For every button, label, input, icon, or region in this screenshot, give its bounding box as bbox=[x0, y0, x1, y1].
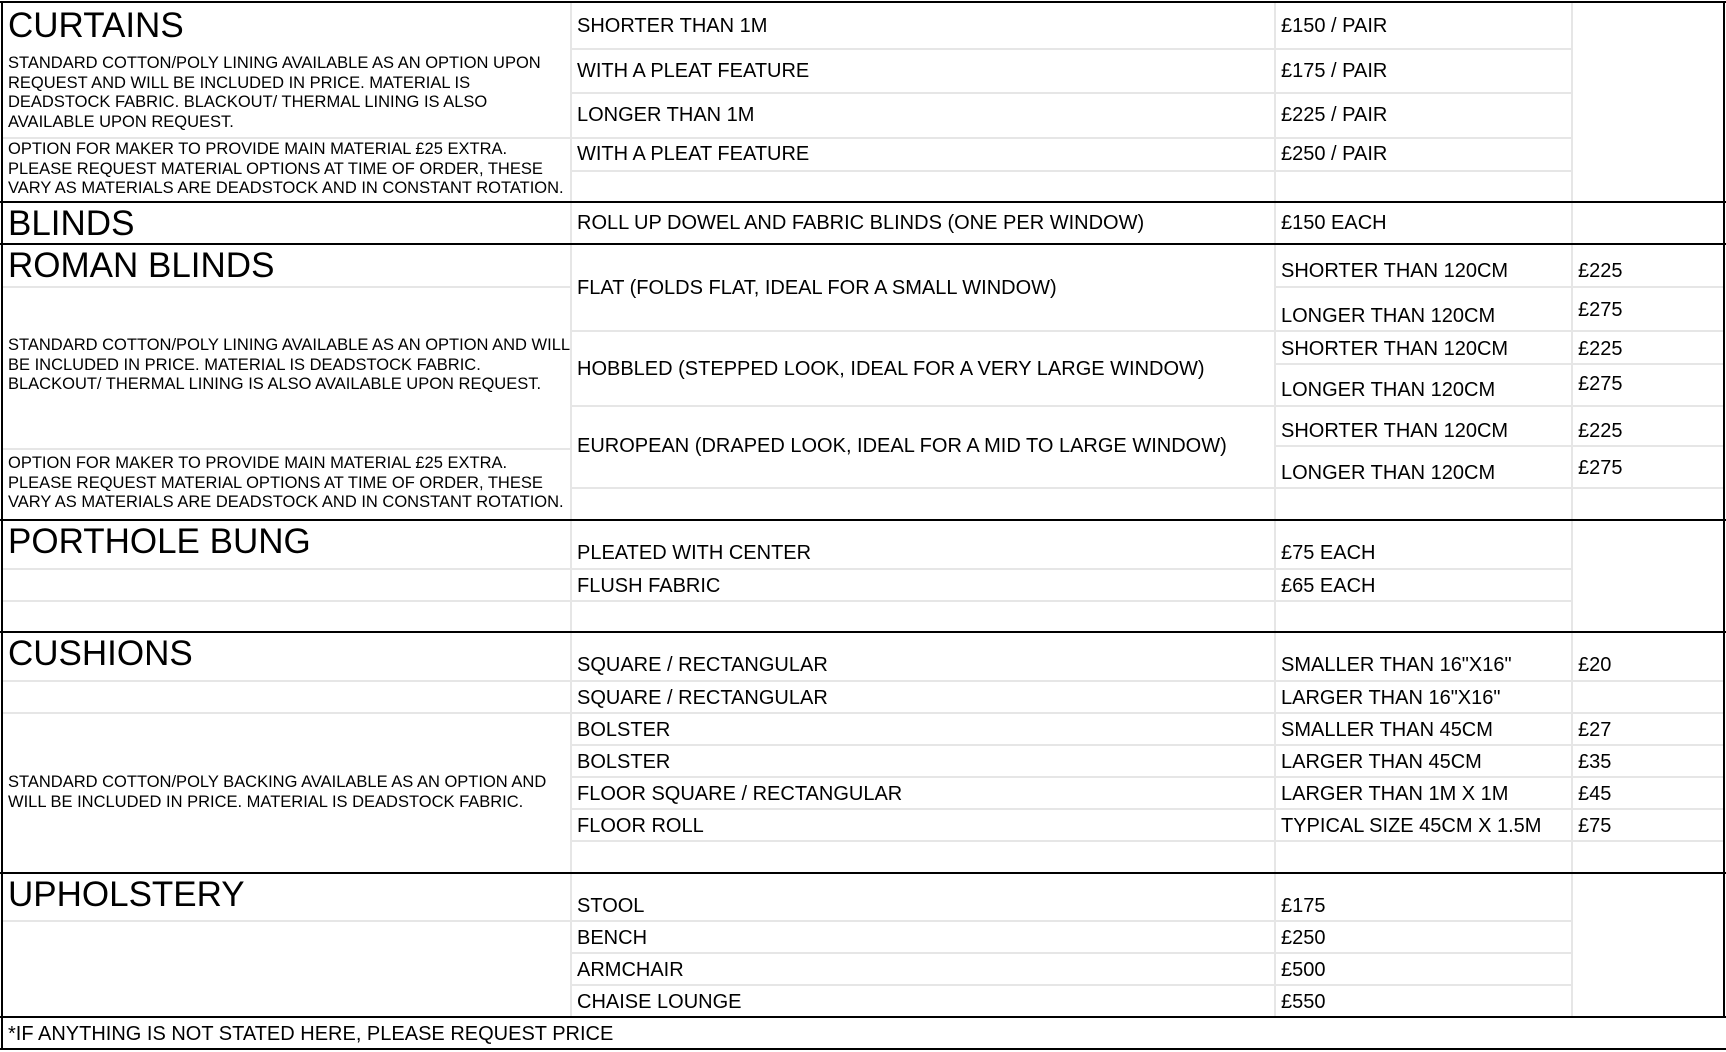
section-border bbox=[1723, 1, 1725, 1018]
roman-price: £225 bbox=[1578, 260, 1623, 282]
curtains-item-desc: WITH A PLEAT FEATURE bbox=[577, 143, 810, 165]
curtains-item-desc: WITH A PLEAT FEATURE bbox=[577, 60, 810, 82]
roman-price: £225 bbox=[1578, 420, 1623, 442]
blinds-item-price: £150 EACH bbox=[1281, 212, 1387, 234]
grid-col-line bbox=[1571, 2, 1573, 1017]
roman-price: £225 bbox=[1578, 338, 1623, 360]
curtains-material-note: OPTION FOR MAKER TO PROVIDE MAIN MATERIAL £25 EXTRA. PLEASE REQUEST MATERIAL OPTIONS AT TIME OF ORDER, THESE VARY AS MATERIALS ARE DEADSTOCK AND IN CONSTANT ROTATION. bbox=[8, 140, 564, 197]
blinds-item-desc: ROLL UP DOWEL AND FABRIC BLINDS (ONE PER WINDOW) bbox=[577, 212, 1145, 234]
curtains-item-price: £175 / PAIR bbox=[1281, 60, 1388, 82]
grid-row-line bbox=[2, 600, 1573, 602]
cushion-item-price: £75 bbox=[1578, 815, 1612, 837]
grid-row-line bbox=[570, 776, 1724, 778]
section-border bbox=[0, 1016, 1726, 1018]
footer-note: *IF ANYTHING IS NOT STATED HERE, PLEASE REQUEST PRICE bbox=[8, 1023, 614, 1045]
grid-row-line bbox=[2, 568, 1573, 570]
section-title-roman-blinds: ROMAN BLINDS bbox=[8, 246, 275, 285]
section-border bbox=[0, 1048, 1726, 1050]
roman-size: SHORTER THAN 120CM bbox=[1281, 420, 1509, 442]
section-border bbox=[0, 1, 1726, 3]
roman-price: £275 bbox=[1578, 299, 1623, 321]
upholstery-item-desc: ARMCHAIR bbox=[577, 959, 684, 981]
cushion-item-size: LARGER THAN 16"X16" bbox=[1281, 687, 1501, 709]
upholstery-item-desc: CHAISE LOUNGE bbox=[577, 991, 742, 1013]
porthole-item-price: £75 EACH bbox=[1281, 542, 1376, 564]
porthole-item-desc: FLUSH FABRIC bbox=[577, 575, 721, 597]
grid-row-line bbox=[2, 920, 1573, 922]
roman-size: LONGER THAN 120CM bbox=[1281, 379, 1496, 401]
upholstery-item-price: £175 bbox=[1281, 895, 1326, 917]
cushion-item-price: £20 bbox=[1578, 654, 1612, 676]
grid-row-line bbox=[570, 170, 1573, 172]
section-border bbox=[0, 243, 1726, 245]
section-border bbox=[0, 631, 1726, 633]
roman-price: £275 bbox=[1578, 457, 1623, 479]
roman-size: SHORTER THAN 120CM bbox=[1281, 338, 1509, 360]
grid-row-line bbox=[2, 286, 570, 288]
grid-row-line bbox=[570, 808, 1724, 810]
cushions-backing-note: STANDARD COTTON/POLY BACKING AVAILABLE AS AN OPTION AND WILL BE INCLUDED IN PRICE. MATERIAL IS DEADSTOCK FABRIC. bbox=[8, 773, 547, 811]
cushion-item-size: LARGER THAN 1M X 1M bbox=[1281, 783, 1509, 805]
roman-type-desc: EUROPEAN (DRAPED LOOK, IDEAL FOR A MID TO LARGE WINDOW) bbox=[577, 435, 1227, 457]
section-border bbox=[0, 872, 1726, 874]
grid-col-line bbox=[1274, 2, 1276, 1017]
curtains-item-price: £225 / PAIR bbox=[1281, 104, 1388, 126]
cushion-item-desc: BOLSTER bbox=[577, 751, 671, 773]
curtains-lining-note: STANDARD COTTON/POLY LINING AVAILABLE AS AN OPTION UPON REQUEST AND WILL BE INCLUDED IN PRICE. MATERIAL IS DEADSTOCK FABRIC. BLACKOUT/ THERMAL LINING IS ALSO AVAILABLE UPON REQUEST. bbox=[8, 54, 541, 131]
grid-row-line bbox=[2, 448, 570, 450]
grid-row-line bbox=[1274, 363, 1724, 365]
grid-col-line bbox=[570, 2, 572, 1017]
upholstery-item-price: £500 bbox=[1281, 959, 1326, 981]
grid-row-line bbox=[570, 48, 1573, 50]
grid-row-line bbox=[570, 712, 1724, 714]
section-border bbox=[0, 201, 1726, 203]
grid-row-line bbox=[2, 712, 570, 714]
roman-type-desc: FLAT (FOLDS FLAT, IDEAL FOR A SMALL WINDOW) bbox=[577, 277, 1057, 299]
grid-row-line bbox=[570, 487, 1724, 489]
cushion-item-desc: SQUARE / RECTANGULAR bbox=[577, 654, 828, 676]
porthole-item-desc: PLEATED WITH CENTER bbox=[577, 542, 812, 564]
cushion-item-price: £35 bbox=[1578, 751, 1612, 773]
section-border bbox=[1, 1, 3, 1050]
curtains-item-price: £150 / PAIR bbox=[1281, 15, 1388, 37]
upholstery-item-desc: BENCH bbox=[577, 927, 648, 949]
grid-row-line bbox=[2, 137, 570, 139]
roman-material-note: OPTION FOR MAKER TO PROVIDE MAIN MATERIAL £25 EXTRA. PLEASE REQUEST MATERIAL OPTIONS AT TIME OF ORDER, THESE VARY AS MATERIALS ARE DEADSTOCK AND IN CONSTANT ROTATION. bbox=[8, 454, 564, 511]
section-title-cushions: CUSHIONS bbox=[8, 634, 193, 673]
roman-lining-note: STANDARD COTTON/POLY LINING AVAILABLE AS AN OPTION AND WILL BE INCLUDED IN PRICE. MATERIAL IS DEADSTOCK FABRIC. BLACKOUT/ THERMAL LINING IS ALSO AVAILABLE UPON REQUEST. bbox=[8, 336, 570, 393]
cushion-item-desc: FLOOR ROLL bbox=[577, 815, 704, 837]
upholstery-item-price: £250 bbox=[1281, 927, 1326, 949]
grid-row-line bbox=[570, 952, 1573, 954]
roman-price: £275 bbox=[1578, 373, 1623, 395]
roman-size: SHORTER THAN 120CM bbox=[1281, 260, 1509, 282]
upholstery-item-price: £550 bbox=[1281, 991, 1326, 1013]
cushion-item-size: LARGER THAN 45CM bbox=[1281, 751, 1482, 773]
grid-row-line bbox=[1274, 286, 1724, 288]
cushion-item-price: £45 bbox=[1578, 783, 1612, 805]
curtains-item-price: £250 / PAIR bbox=[1281, 143, 1388, 165]
cushion-item-size: TYPICAL SIZE 45CM X 1.5M bbox=[1281, 815, 1542, 837]
section-title-curtains: CURTAINS bbox=[8, 6, 184, 45]
upholstery-item-desc: STOOL bbox=[577, 895, 645, 917]
cushion-item-desc: BOLSTER bbox=[577, 719, 671, 741]
grid-row-line bbox=[570, 405, 1724, 407]
roman-size: LONGER THAN 120CM bbox=[1281, 462, 1496, 484]
roman-type-desc: HOBBLED (STEPPED LOOK, IDEAL FOR A VERY LARGE WINDOW) bbox=[577, 358, 1205, 380]
section-title-blinds: BLINDS bbox=[8, 204, 135, 243]
grid-row-line bbox=[1274, 445, 1724, 447]
grid-row-line bbox=[570, 330, 1724, 332]
grid-row-line bbox=[570, 840, 1724, 842]
cushion-item-price: £27 bbox=[1578, 719, 1612, 741]
cushion-item-size: SMALLER THAN 45CM bbox=[1281, 719, 1493, 741]
grid-row-line bbox=[570, 137, 1573, 139]
porthole-item-price: £65 EACH bbox=[1281, 575, 1376, 597]
roman-size: LONGER THAN 120CM bbox=[1281, 305, 1496, 327]
grid-row-line bbox=[570, 744, 1724, 746]
grid-row-line bbox=[570, 92, 1573, 94]
cushion-item-size: SMALLER THAN 16"X16" bbox=[1281, 654, 1512, 676]
section-title-upholstery: UPHOLSTERY bbox=[8, 875, 245, 914]
section-title-porthole-bung: PORTHOLE BUNG bbox=[8, 522, 311, 561]
grid-row-line bbox=[570, 984, 1573, 986]
cushion-item-desc: FLOOR SQUARE / RECTANGULAR bbox=[577, 783, 903, 805]
curtains-item-desc: LONGER THAN 1M bbox=[577, 104, 755, 126]
section-border bbox=[0, 519, 1726, 521]
grid-row-line bbox=[2, 680, 1724, 682]
curtains-item-desc: SHORTER THAN 1M bbox=[577, 15, 768, 37]
cushion-item-desc: SQUARE / RECTANGULAR bbox=[577, 687, 828, 709]
